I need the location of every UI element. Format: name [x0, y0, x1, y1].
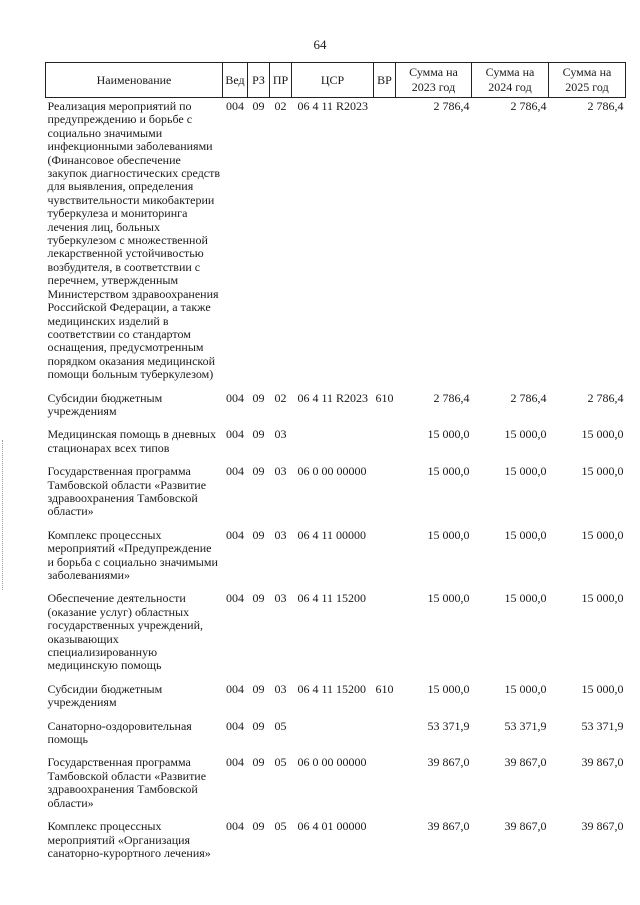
- row-sum-2025: 39 867,0: [581, 819, 624, 834]
- row-vr: [374, 426, 396, 463]
- row-vr: [374, 590, 396, 680]
- row-pr: 03: [274, 681, 287, 696]
- row-ved: 004: [226, 755, 244, 770]
- row-csr: [292, 718, 374, 755]
- row-sum-2023: 15 000,0: [427, 591, 470, 606]
- row-name: Государственная программа Тамбовской области «Развитие здравоохранения Тамбовской области»: [47, 464, 207, 519]
- table-row: [46, 718, 626, 755]
- row-rz: 09: [252, 99, 265, 113]
- row-pr: 05: [274, 755, 287, 770]
- row-sum-2023: 2 786,4: [433, 390, 470, 405]
- row-name: Субсидии бюджетным учреждениям: [47, 390, 163, 418]
- row-sum-2024: 15 000,0: [504, 464, 547, 479]
- row-csr: [292, 426, 374, 463]
- row-sum-2023: 53 371,9: [427, 718, 470, 733]
- row-csr: 06 4 11 R2023: [297, 390, 369, 405]
- row-pr: 02: [274, 390, 287, 405]
- row-name: Комплекс процессных мероприятий «Организация санаторно-курортного лечения»: [47, 819, 211, 860]
- table-row: [46, 590, 626, 680]
- header-ved: Вед: [223, 63, 248, 98]
- row-pr: 03: [274, 464, 287, 479]
- header-name: Наименование: [46, 63, 223, 98]
- table-row: [46, 98, 626, 390]
- row-sum-2025: 15 000,0: [581, 427, 624, 442]
- row-pr: 03: [274, 527, 287, 542]
- row-vr: [374, 463, 396, 527]
- row-sum-2024: 15 000,0: [504, 591, 547, 606]
- scan-margin-mark: [2, 440, 6, 590]
- row-pr: 02: [274, 99, 287, 113]
- row-name: Государственная программа Тамбовской области «Развитие здравоохранения Тамбовской области»: [47, 755, 207, 810]
- row-ved: 004: [226, 527, 244, 542]
- row-rz: 09: [252, 527, 265, 542]
- row-vr: [374, 527, 396, 591]
- row-pr: 05: [274, 718, 287, 733]
- table-row: [46, 426, 626, 463]
- row-ved: 004: [226, 390, 244, 405]
- row-vr: 610: [375, 390, 394, 405]
- row-sum-2023: 15 000,0: [427, 527, 470, 542]
- table-row: [46, 681, 626, 718]
- row-sum-2023: 15 000,0: [427, 464, 470, 479]
- row-sum-2024: 39 867,0: [504, 755, 547, 770]
- row-vr: [374, 718, 396, 755]
- row-pr: 05: [274, 819, 287, 834]
- row-rz: 09: [252, 591, 265, 606]
- row-sum-2025: 15 000,0: [581, 681, 624, 696]
- table-row: [46, 754, 626, 818]
- row-sum-2024: 15 000,0: [504, 681, 547, 696]
- table-row: [46, 463, 626, 527]
- row-sum-2024: 2 786,4: [510, 99, 547, 113]
- row-ved: 004: [226, 681, 244, 696]
- row-vr: [374, 98, 396, 390]
- row-ved: 004: [226, 718, 244, 733]
- row-sum-2025: 15 000,0: [581, 527, 624, 542]
- row-sum-2023: 15 000,0: [427, 681, 470, 696]
- row-vr: [374, 818, 396, 868]
- row-ved: 004: [226, 99, 244, 113]
- table-row: [46, 818, 626, 868]
- header-rz: РЗ: [248, 63, 270, 98]
- row-name: Субсидии бюджетным учреждениям: [47, 681, 163, 710]
- row-pr: 03: [274, 591, 287, 606]
- header-pr: ПР: [270, 63, 292, 98]
- row-csr: 06 4 01 00000: [297, 819, 367, 834]
- row-sum-2025: 15 000,0: [581, 464, 624, 479]
- row-csr: 06 4 11 15200: [297, 591, 367, 606]
- row-name: Реализация мероприятий по предупреждению и борьбе с социально значимыми инфекционными заболеваниями (Финансовое обеспечение закупок диагностических средств для выявления, определения чувствительности микобактерии туберкулеза и мониторинга лечения лиц, больных туберкулезом с множественной лекарственной устойчивостью возбудителя, в соответствии с перечнем, утвержденным Министерством здравоохранения Российской Федерации, а также медицинских изделий в соответствии со стандартом оснащения, предусмотренным порядком оказания медицинской помощи больным туберкулезом): [47, 99, 221, 382]
- header-vr: ВР: [374, 63, 396, 98]
- row-ved: 004: [226, 591, 244, 606]
- row-ved: 004: [226, 464, 244, 479]
- row-ved: 004: [226, 819, 244, 834]
- row-sum-2025: 39 867,0: [581, 755, 624, 770]
- row-sum-2023: 39 867,0: [427, 755, 470, 770]
- row-csr: 06 4 11 R2023: [297, 99, 369, 113]
- row-pr: 03: [274, 427, 287, 442]
- row-sum-2023: 15 000,0: [427, 427, 470, 442]
- row-csr: 06 0 00 00000: [297, 464, 367, 479]
- row-sum-2025: 15 000,0: [581, 591, 624, 606]
- row-name: Медицинская помощь в дневных стационарах всех типов: [47, 427, 216, 455]
- row-rz: 09: [252, 718, 265, 733]
- row-sum-2024: 15 000,0: [504, 527, 547, 542]
- budget-table: [45, 62, 626, 868]
- row-csr: 06 4 11 00000: [297, 527, 367, 542]
- row-sum-2023: 2 786,4: [433, 99, 470, 113]
- page-number: 64: [313, 37, 327, 52]
- header-sum-2024: Сумма на 2024 год: [472, 63, 549, 98]
- row-rz: 09: [252, 755, 265, 770]
- row-rz: 09: [252, 681, 265, 696]
- row-sum-2025: 53 371,9: [581, 718, 624, 733]
- row-sum-2025: 2 786,4: [587, 390, 624, 405]
- row-sum-2024: 2 786,4: [510, 390, 547, 405]
- row-vr: [374, 754, 396, 818]
- header-sum-2023: Сумма на 2023 год: [396, 63, 472, 98]
- row-ved: 004: [226, 427, 244, 442]
- row-sum-2023: 39 867,0: [427, 819, 470, 834]
- row-rz: 09: [252, 464, 265, 479]
- table-header-row: [46, 63, 626, 98]
- row-name: Санаторно-оздоровительная помощь: [47, 718, 192, 747]
- row-rz: 09: [252, 427, 265, 442]
- row-rz: 09: [252, 390, 265, 405]
- row-name: Комплекс процессных мероприятий «Предупреждение и борьба с социально значимыми заболеваниями»: [47, 527, 218, 582]
- table-row: [46, 527, 626, 591]
- row-sum-2024: 53 371,9: [504, 718, 547, 733]
- header-csr: ЦСР: [292, 63, 374, 98]
- row-csr: 06 4 11 15200: [297, 681, 367, 696]
- row-sum-2024: 15 000,0: [504, 427, 547, 442]
- row-vr: 610: [375, 681, 394, 696]
- row-sum-2024: 39 867,0: [504, 819, 547, 834]
- row-rz: 09: [252, 819, 265, 834]
- row-sum-2025: 2 786,4: [587, 99, 624, 113]
- row-name: Обеспечение деятельности (оказание услуг) областных государственных учреждений, оказывающих специализированную медицинскую помощь: [47, 591, 204, 673]
- table-row: [46, 390, 626, 427]
- header-sum-2025: Сумма на 2025 год: [549, 63, 626, 98]
- row-csr: 06 0 00 00000: [297, 755, 367, 770]
